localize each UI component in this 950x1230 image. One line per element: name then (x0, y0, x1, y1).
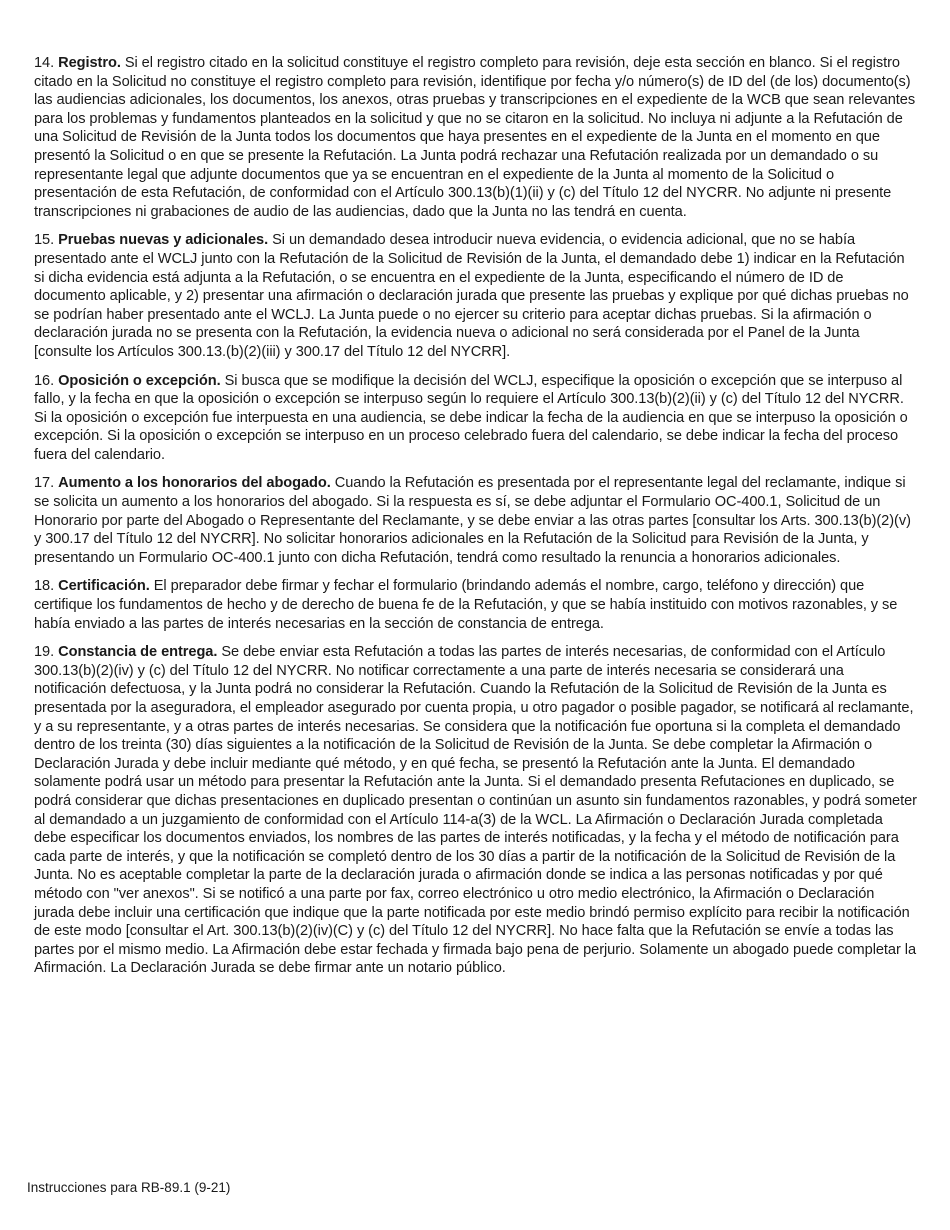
item-title: Registro. (58, 55, 121, 71)
item-text: Si un demandado desea introducir nueva evidencia, o evidencia adicional, que no se había presentado ante el WCLJ junto con la Refutación de la Solicitud de Revisión de la Junta, el demandado debe 1) indicar en la Refutación si dicha evidencia está adjunta a la Refutación, o se encuentra en el expediente de la Junta, especificando el número de ID de documento aplicable, y 2) presentar una afirmación o declaración jurada que presente las pruebas y explique por qué dichas pruebas no se podrían haber presentado ante el WCLJ. La Junta puede o no ejercer su criterio para aceptar dichas pruebas. Si la afirmación o declaración jurada no se presenta con la Refutación, la evidencia nueva o adicional no será considerada por el Panel de la Junta [consulte los Artículos 300.13.(b)(2)(iii) y 300.17 del Título 12 del NYCRR]. (34, 232, 909, 360)
item-text: Si busca que se modifique la decisión del WCLJ, especifique la oposición o excepción que se interpuso al fallo, y la fecha en que la oposición o excepción se interpuso según lo requiere el Artículo 300.13(b)(2)(ii) y (c) del Título 12 del NYCRR. Si la oposición o excepción fue interpuesta en una audiencia, se debe indicar la fecha de la audiencia en que se interpuso la oposición o excepción. Si la oposición o excepción se interpuso en un proceso celebrado fuera del calendario, se debe indicar la fecha del proceso fuera del calendario. (34, 372, 908, 463)
item-number: 15. (34, 232, 55, 249)
instruction-17-honorarios (34, 474, 918, 567)
item-title: Aumento a los honorarios del abogado. (58, 475, 331, 492)
item-number: 17. (34, 475, 55, 492)
item-text: Se debe enviar esta Refutación a todas las partes de interés necesarias, de conformidad con el Artículo 300.13(b)(2)(iv) y (c) del Título 12 del NYCRR. No notificar correctamente a una parte de interés necesaria se considerará una notificación defectuosa, y la Junta podrá no considerar la Refutación. Cuando la Refutación de la Solicitud de Revisión de la Junta es presentada por la aseguradora, el empleador asegurado por cuenta propia, u otro pagador o posible pagador, se notificará al reclamante, y a su representante, y a otras partes de interés necesarias. Se considera que la notificación fue oportuna si la completa el demandado dentro de los treinta (30) días siguientes a la notificación de la Solicitud de Revisión de la Junta. Se debe completar la Afirmación o Declaración Jurada y debe incluir mediante qué método, y en qué fecha, se presentó la Refutación ante la Junta. El demandado solamente podrá usar un método para presentar la Refutación ante la Junta. Si el demandado presenta Refutaciones en duplicado, se podrá considerar que dichas presentaciones en duplicado presentan o continúan un asunto sin fundamentos razonables, y podrá someter al demandado a un juzgamiento de conformidad con el Artículo 114-a(3) de la WCL. La Afirmación o Declaración Jurada completada debe especificar los documentos enviados, los nombres de las partes de interés notificadas, y la fecha y el método de notificación para cada parte de interés, y que la notificación se completó dentro de los 30 días a partir de la notificación de la Solicitud de Revisión de la Junta. No es aceptable completar la parte de la declaración jurada o afirmación donde se indica a las personas notificadas y por qué método con "ver anexos". Si se notificó a una parte por fax, correo electrónico u otro medio electrónico, la Afirmación o Declaración jurada debe incluir una certificación que indique que la parte notificada por este medio brindó permiso explícito para recibir la notificación de este modo [consultar el Art. 300.13(b)(2)(iv)(C) y (c) del Título 12 del NYCRR]. No hace falta que la Refutación se envíe a todas las partes por el mismo medio. La Afirmación debe estar fechada y firmada bajo pena de perjurio. Solamente un abogado puede completar la Afirmación. La Declaración Jurada se debe firmar ante un notario público. (34, 644, 917, 977)
instruction-19-constancia (34, 643, 918, 978)
item-title: Constancia de entrega. (58, 644, 218, 661)
instructions-body (34, 54, 918, 988)
item-text: Cuando la Refutación es presentada por el representante legal del reclamante, indique si se solicita un aumento a los honorarios del abogado. Si la respuesta es sí, se debe adjuntar el Formulario OC-400.1, Solicitud de un Honorario por parte del Abogado o Representante del Reclamante, y se debe enviar a las otras partes [consultar los Arts. 300.13(b)(2)(v) y 300.17 del Título 12 del NYCRR]. No solicitar honorarios adicionales en la Refutación de la Solicitud para Revisión de la Junta, y presentando un Formulario OC-400.1 junto con dicha Refutación, tendrá como resultado la renuncia a honorarios adicionales. (34, 475, 911, 566)
item-title: Oposición o excepción. (58, 372, 221, 389)
item-text: Si el registro citado en la solicitud constituye el registro completo para revisión, deje esta sección en blanco. Si el registro citado en la Solicitud no constituye el registro completo para revisión, identifique por fecha y/o número(s) de ID del (de los) documento(s) las audiencias adicionales, los documentos, los anexos, otras pruebas y transcripciones en el expediente de la WCB que sean relevantes para los problemas y fundamentos planteados en la solicitud y que no se citaron en la solicitud. No incluya ni adjunte a la Refutación de una Solicitud de Revisión de la Junta todos los documentos que haya presentes en el expediente de la Junta en el momento en que presentó la Solicitud o en que se presente la Refutación. La Junta podrá rechazar una Refutación realizada por un demandado o su representante legal que adjunte documentos que ya se encuentran en el expediente de la Junta al momento de la Solicitud o presentación de esta Refutación, de conformidad con el Artículo 300.13(b)(1)(ii) y (c) del Título 12 del NYCRR. No adjunte ni presente transcripciones ni grabaciones de audio de las audiencias, dado que la Junta no las tendrá en cuenta. (34, 55, 916, 220)
instruction-15-pruebas (34, 231, 918, 361)
instruction-16-oposicion (34, 372, 918, 465)
item-number: 19. (34, 644, 55, 661)
item-number: 14. (34, 55, 55, 71)
item-title: Certificación. (58, 578, 150, 595)
instruction-14-registro (34, 54, 918, 221)
item-title: Pruebas nuevas y adicionales. (58, 232, 269, 249)
item-number: 18. (34, 578, 55, 595)
instruction-18-certificacion (34, 577, 918, 633)
page-footer: Instrucciones para RB-89.1 (9-21) (27, 1180, 231, 1195)
item-number: 16. (34, 372, 55, 389)
item-text: El preparador debe firmar y fechar el formulario (brindando además el nombre, cargo, teléfono y dirección) que certifique los fundamentos de hecho y de derecho de buena fe de la Refutación, y que se había instituido con motivos razonables, y se había enviado a las partes de interés necesarias en la sección de constancia de entrega. (34, 578, 898, 632)
